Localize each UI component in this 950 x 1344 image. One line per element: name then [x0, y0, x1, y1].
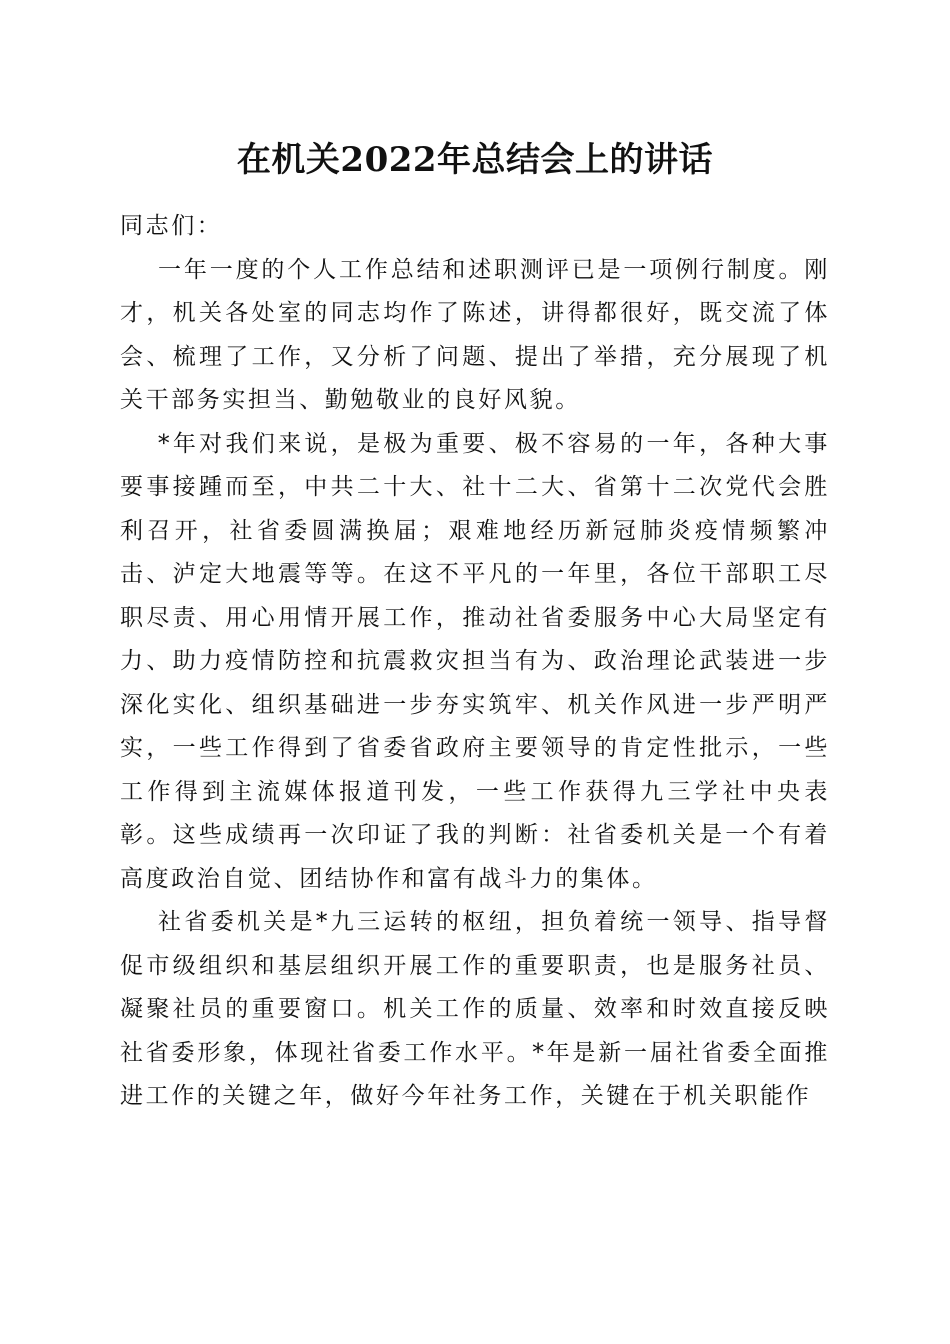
document-title: 在机关2022年总结会上的讲话: [236, 140, 714, 180]
paragraph-3: 社省委机关是*九三运转的枢纽，担负着统一领导、指导督促市级组织和基层组织开展工作的重要职责，也是服务社员、凝聚社员的重要窗口。机关工作的质量、效率和时效直接反映社省委形象，体现社省委工作水平。*年是新一届社省委全面推进工作的关键之年，做好今年社务工作，关键在于机关职能作: [120, 909, 830, 1109]
paragraph-1: 一年一度的个人工作总结和述职测评已是一项例行制度。刚才，机关各处室的同志均作了陈述，讲得都很好，既交流了体会、梳理了工作，又分析了问题、提出了举措，充分展现了机关干部务实担当、勤勉敬业的良好风貌。: [120, 256, 830, 413]
paragraph-2: *年对我们来说，是极为重要、极不容易的一年，各种大事要事接踵而至，中共二十大、社十二大、省第十二次党代会胜利召开，社省委圆满换届；艰难地经历新冠肺炎疫情频繁冲击、泸定大地震等等。在这不平凡的一年里，各位干部职工尽职尽责、用心用情开展工作，推动社省委服务中心大局坚定有力、助力疫情防控和抗震救灾担当有为、政治理论武装进一步深化实化、组织基础进一步夯实筑牢、机关作风进一步严明严实，一些工作得到了省委省政府主要领导的肯定性批示，一些工作得到主流媒体报道刊发，一些工作获得九三学社中央表彰。这些成绩再一次印证了我的判断：社省委机关是一个有着高度政治自觉、团结协作和富有战斗力的集体。: [120, 430, 830, 892]
salutation: 同志们：: [120, 213, 223, 239]
document-body: [120, 205, 830, 1119]
